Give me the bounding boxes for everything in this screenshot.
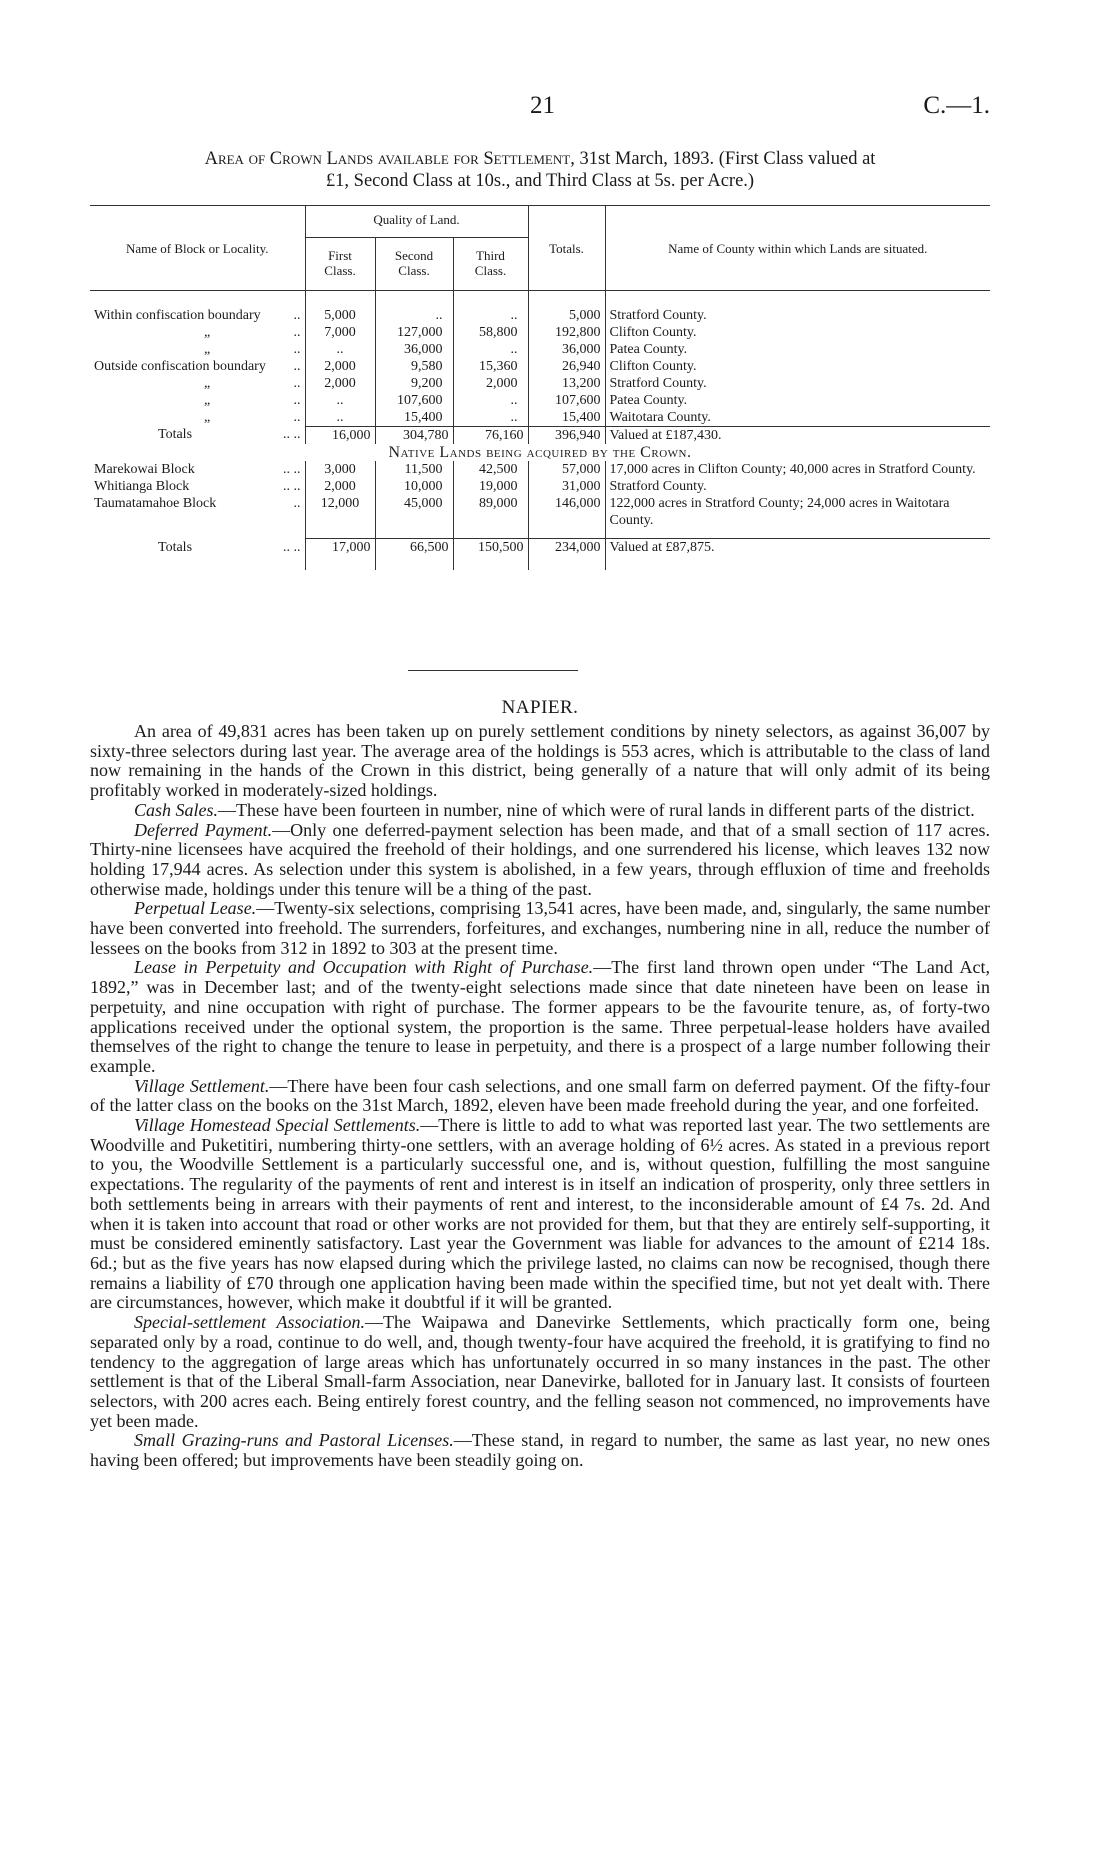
crown-second: 36,000 (375, 341, 453, 358)
crown-row (90, 409, 990, 427)
paragraph-text: —There is little to add to what was reported last year. The two settlements are Woodville and Puketitiri, numbering thirty-one settlers, with an average holding of 6½ acres. As stated in a previous report to you, the Woodville Settlement is a particularly successful one, and is, without question, fulfilling the most sanguine expectations. The regularity of the payments of rent and interest is in itself an indication of prosperity, only three settlers in both settlements being in arrears with their payments of rent and interest, to the inconsiderable amount of £4 7s. 2d. And when it is taken into account that road or other works are not provided for them, but that they are entirely self-supporting, it must be considered eminently satisfactory. Last year the Government was liable for advances to the amount of £214 18s. 6d.; but as the five years has now elapsed during which the privilege lasted, no claims can now be recognised, though there remains a liability of £70 through one application having been made within the specified time, but not yet dealt with. There are circumstances, however, which make it doubtful if it will be granted. (90, 1115, 990, 1313)
paragraph-lead: Village Homestead Special Settlements. (134, 1115, 421, 1136)
crown-totals-row (90, 426, 990, 444)
section-divider (408, 670, 578, 671)
table-title (90, 148, 990, 192)
native-totals-leader: .. .. (283, 539, 301, 555)
paragraph (90, 1313, 990, 1431)
crown-third: .. (453, 307, 528, 324)
crown-leader: .. (293, 409, 301, 425)
crown-total: 36,000 (528, 341, 605, 358)
crown-row (90, 375, 990, 392)
native-third: 19,000 (453, 478, 528, 495)
crown-row (90, 392, 990, 409)
crown-totals-label: Totals (158, 427, 193, 442)
crown-second: 15,400 (375, 409, 453, 427)
crown-row (90, 307, 990, 324)
paragraph-text: —These have been fourteen in number, nine of which were of rural lands in different parts of the district. (218, 799, 975, 820)
crown-lands-table (90, 205, 990, 570)
crown-total: 5,000 (528, 307, 605, 324)
crown-third: .. (453, 392, 528, 409)
native-lands-heading: Native Lands being acquired by the Crown. (388, 443, 692, 461)
crown-total: 192,800 (528, 324, 605, 341)
crown-third: 58,800 (453, 324, 528, 341)
crown-county: Clifton County. (609, 358, 697, 374)
paragraph-lead: Village Settlement. (134, 1075, 270, 1096)
native-third: 89,000 (453, 495, 528, 529)
native-rows (90, 461, 990, 529)
paragraph-text: —These stand, in regard to number, the same as last year, no new ones having been offered; but improvements have been steadily going on. (90, 1430, 990, 1471)
page-number: 21 (530, 92, 555, 119)
paragraph-text: —The Waipawa and Danevirke Settlements, which practically form one, being separated only by a road, continue to do well, and, though twenty-four have acquired the freehold, it is gratifying to find no tendency to the aggregation of large areas which has unfortunately occurred in so many instances in the past. The other settlement is that of the Liberal Small-farm Association, near Danevirke, balloted for in January last. It consists of fourteen selectors, with 200 acres each. Being entirely forest country, and the felling season not commenced, no improvements have yet been made. (90, 1312, 991, 1431)
crown-first: 2,000 (305, 358, 375, 375)
paragraph-text: —There have been four cash selections, and one small farm on deferred payment. Of the fifty-four of the latter class on the books on the 31st March, 1892, eleven have been made freehold during the year, and one forfeited. (90, 1075, 991, 1116)
paragraph-lead: Lease in Perpetuity and Occupation with Right of Purchase. (134, 957, 594, 978)
native-second: 45,000 (375, 495, 453, 529)
crown-totals-value: Valued at £187,430. (605, 426, 990, 444)
crown-row (90, 324, 990, 341)
crown-locality: „ (204, 375, 211, 391)
crown-county: Waitotara County. (609, 409, 711, 425)
native-county: Stratford County. (609, 478, 707, 494)
col-header-quality: Quality of Land. (305, 206, 528, 238)
crown-locality: Within confiscation boundary (94, 307, 261, 323)
crown-total: 15,400 (528, 409, 605, 427)
native-second: 10,000 (375, 478, 453, 495)
document-reference: C.—1. (923, 92, 990, 119)
crown-first: 5,000 (305, 307, 375, 324)
native-row (90, 478, 990, 495)
col-header-second: Second Class. (375, 238, 453, 291)
crown-third: .. (453, 409, 528, 427)
native-third: 42,500 (453, 461, 528, 478)
crown-locality: Outside confiscation boundary (94, 358, 266, 374)
paragraph-text: —The first land thrown open under “The Land Act, 1892,” was in December last; and of the twenty-eight selections made since that date nineteen have been on lease in perpetuity, and nine occupation with right of purchase. The former appears to be the favourite tenure, as, of forty-two applications received under the optional system, the proportion is the same. Three perpetual-lease holders have availed themselves of the right to change the tenure to lease in perpetuity, and there is a prospect of a large number following their example. (90, 957, 990, 1076)
crown-locality: „ (204, 409, 211, 425)
crown-total: 13,200 (528, 375, 605, 392)
native-row (90, 461, 990, 478)
table-title-caps: Area of Crown Lands available for Settlement, (204, 149, 575, 169)
native-totals-second: 66,500 (375, 539, 453, 557)
native-first: 3,000 (305, 461, 375, 478)
crown-total: 107,600 (528, 392, 605, 409)
paragraph-lead: Special-settlement Association. (134, 1312, 366, 1333)
native-totals-first: 17,000 (305, 539, 375, 557)
native-total: 57,000 (528, 461, 605, 478)
col-header-first: First Class. (305, 238, 375, 291)
native-second: 11,500 (375, 461, 453, 478)
native-leader: .. (293, 495, 301, 511)
native-locality: Taumatamahoe Block (94, 495, 217, 511)
crown-second: 9,200 (375, 375, 453, 392)
native-county: 122,000 acres in Stratford County; 24,000 acres in Waitotara County. (609, 495, 950, 528)
crown-leader: .. (293, 392, 301, 408)
paragraph-text: An area of 49,831 acres has been taken up on purely settlement conditions by ninety selectors, as against 36,007 by sixty-three selectors during last year. The average area of the holdings is 553 acres, which is attributable to the class of land now remaining in the hands of the Crown in this district, being generally of a nature that will only admit of its being profitably worked in moderately-sized holdings. (90, 721, 990, 801)
crown-second: .. (375, 307, 453, 324)
col-header-third: Third Class. (453, 238, 528, 291)
native-totals-value: Valued at £87,875. (605, 539, 990, 557)
paragraph-lead: Cash Sales. (134, 799, 219, 820)
crown-row (90, 341, 990, 358)
col-header-county: Name of County within which Lands are situated. (668, 240, 928, 256)
paragraph-text: —Only one deferred-payment selection has been made, and that of a small section of 117 acres. Thirty-nine licensees have acquired the freehold of their holdings, and one surrendered his license, which leaves 132 now holding 17,944 acres. As selection under this system is abolished, in a few years, through effluxion of time and freeholds otherwise made, holdings under this tenure will be a thing of the past. (90, 819, 990, 899)
crown-first: 2,000 (305, 375, 375, 392)
crown-third: .. (453, 341, 528, 358)
crown-third: 2,000 (453, 375, 528, 392)
crown-leader: .. (293, 324, 301, 340)
native-first: 2,000 (305, 478, 375, 495)
section-title: NAPIER. (501, 697, 579, 718)
paragraph (90, 801, 990, 821)
crown-county: Stratford County. (609, 307, 707, 323)
native-totals-third: 150,500 (453, 539, 528, 557)
native-county: 17,000 acres in Clifton County; 40,000 acres in Stratford County. (609, 461, 976, 477)
crown-totals-second: 304,780 (375, 426, 453, 444)
native-row (90, 495, 990, 529)
crown-first: .. (305, 392, 375, 409)
col-header-totals: Totals. (528, 206, 605, 291)
crown-leader: .. (293, 341, 301, 357)
crown-second: 127,000 (375, 324, 453, 341)
native-totals-row (90, 529, 990, 571)
crown-row (90, 358, 990, 375)
native-totals-label: Totals (158, 539, 193, 555)
paragraph-lead: Small Grazing-runs and Pastoral Licenses. (134, 1430, 454, 1451)
crown-county: Stratford County. (609, 375, 707, 391)
native-leader: .. .. (283, 461, 301, 477)
crown-county: Patea County. (609, 341, 688, 357)
native-totals-total: 234,000 (528, 539, 605, 557)
body-text (90, 722, 990, 1471)
crown-totals-leader: .. .. (283, 427, 301, 442)
crown-second: 107,600 (375, 392, 453, 409)
crown-county: Clifton County. (609, 324, 697, 340)
crown-locality: „ (204, 324, 211, 340)
page-header (90, 92, 990, 122)
paragraph (90, 722, 990, 801)
crown-second: 9,580 (375, 358, 453, 375)
paragraph (90, 1431, 990, 1470)
native-locality: Marekowai Block (94, 461, 195, 477)
crown-totals-first: 16,000 (305, 426, 375, 444)
crown-leader: .. (293, 307, 301, 323)
native-total: 31,000 (528, 478, 605, 495)
crown-leader: .. (293, 358, 301, 374)
paragraph (90, 821, 990, 900)
crown-locality: „ (204, 341, 211, 357)
paragraph (90, 958, 990, 1076)
native-total: 146,000 (528, 495, 605, 529)
paragraph (90, 899, 990, 958)
crown-first: 7,000 (305, 324, 375, 341)
col-header-block: Name of Block or Locality. (90, 206, 305, 291)
paragraph-lead: Deferred Payment. (134, 819, 273, 840)
native-first: 12,000 (305, 495, 375, 529)
table-title-line2: £1, Second Class at 10s., and Third Class at 5s. per Acre.) (325, 171, 755, 191)
native-leader: .. .. (283, 478, 301, 494)
paragraph-lead: Perpetual Lease. (134, 898, 257, 919)
crown-first: .. (305, 341, 375, 358)
crown-totals-third: 76,160 (453, 426, 528, 444)
paragraph-text: —Twenty-six selections, comprising 13,541 acres, have been made, and, singularly, the same number have been converted into freehold. The surrenders, forfeitures, and exchanges, numbering nine in all, reduce the number of lessees on the books from 312 in 1892 to 303 at the present time. (90, 898, 990, 958)
paragraph (90, 1116, 990, 1313)
native-locality: Whitianga Block (94, 478, 190, 494)
table-title-rest: 31st March, 1893. (First Class valued at (574, 149, 876, 169)
crown-leader: .. (293, 375, 301, 391)
paragraph (90, 1077, 990, 1116)
crown-total: 26,940 (528, 358, 605, 375)
crown-rows (90, 291, 990, 427)
crown-locality: „ (204, 392, 211, 408)
crown-county: Patea County. (609, 392, 688, 408)
crown-totals-total: 396,940 (528, 426, 605, 444)
crown-third: 15,360 (453, 358, 528, 375)
crown-first: .. (305, 409, 375, 427)
